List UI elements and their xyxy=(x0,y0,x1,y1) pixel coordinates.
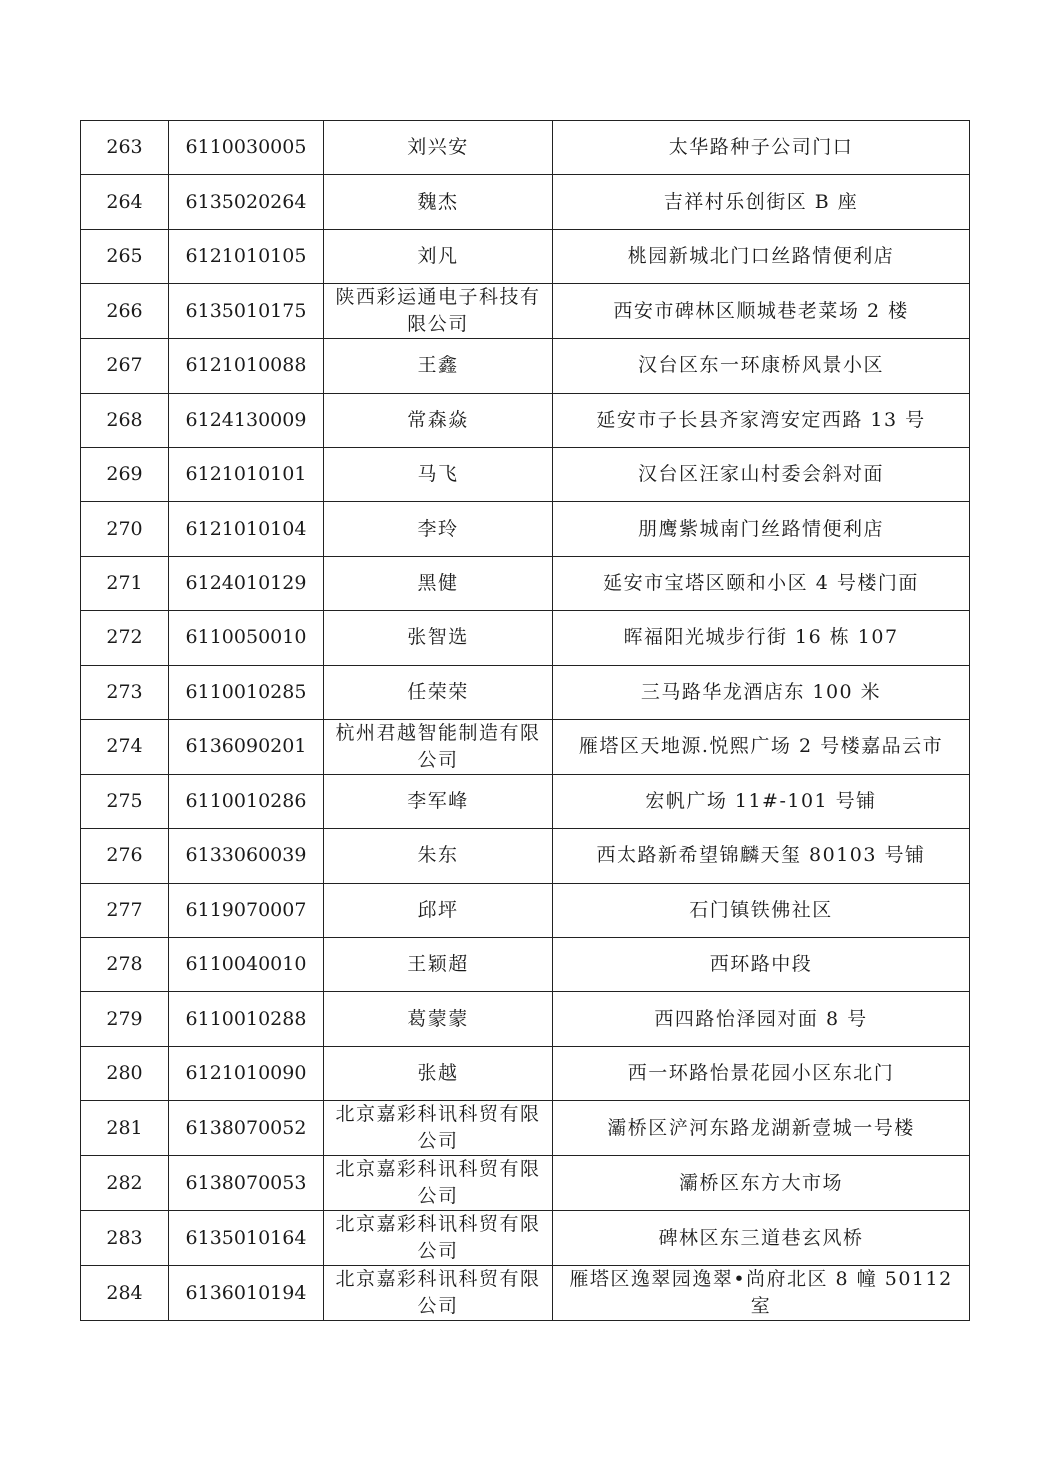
address-cell: 汉台区东一环康桥风景小区 xyxy=(553,339,970,393)
row-number-cell: 265 xyxy=(81,229,169,283)
station-code-cell: 6110010286 xyxy=(169,774,324,828)
table-row xyxy=(81,829,970,883)
station-code-cell: 6133060039 xyxy=(169,829,324,883)
table-row xyxy=(81,938,970,992)
table-row xyxy=(81,556,970,610)
station-code-cell: 6110010285 xyxy=(169,665,324,719)
table-row xyxy=(81,502,970,556)
row-number-cell: 278 xyxy=(81,938,169,992)
owner-name-cell: 魏杰 xyxy=(324,175,553,229)
station-code-cell: 6135020264 xyxy=(169,175,324,229)
address-cell: 西环路中段 xyxy=(553,938,970,992)
document-page xyxy=(80,120,969,1321)
table-row xyxy=(81,1156,970,1211)
address-cell: 汉台区汪家山村委会斜对面 xyxy=(553,447,970,501)
owner-name-cell: 北京嘉彩科讯科贸有限公司 xyxy=(324,1211,553,1266)
table-row xyxy=(81,883,970,937)
owner-name-cell: 北京嘉彩科讯科贸有限公司 xyxy=(324,1156,553,1211)
row-number-cell: 274 xyxy=(81,719,169,774)
station-code-cell: 6136090201 xyxy=(169,719,324,774)
station-code-cell: 6121010088 xyxy=(169,339,324,393)
station-code-cell: 6119070007 xyxy=(169,883,324,937)
owner-name-cell: 王颖超 xyxy=(324,938,553,992)
address-cell: 西太路新希望锦麟天玺 80103 号铺 xyxy=(553,829,970,883)
address-cell: 西安市碑林区顺城巷老菜场 2 楼 xyxy=(553,284,970,339)
owner-name-cell: 杭州君越智能制造有限公司 xyxy=(324,719,553,774)
address-cell: 碑林区东三道巷玄风桥 xyxy=(553,1211,970,1266)
address-cell: 朋鹰紫城南门丝路情便利店 xyxy=(553,502,970,556)
address-cell: 灞桥区浐河东路龙湖新壹城一号楼 xyxy=(553,1101,970,1156)
row-number-cell: 276 xyxy=(81,829,169,883)
station-code-cell: 6121010104 xyxy=(169,502,324,556)
row-number-cell: 277 xyxy=(81,883,169,937)
station-code-cell: 6110030005 xyxy=(169,121,324,175)
table-row xyxy=(81,229,970,283)
row-number-cell: 284 xyxy=(81,1266,169,1321)
owner-name-cell: 任荣荣 xyxy=(324,665,553,719)
row-number-cell: 266 xyxy=(81,284,169,339)
station-code-cell: 6124130009 xyxy=(169,393,324,447)
table-row xyxy=(81,719,970,774)
station-code-cell: 6110040010 xyxy=(169,938,324,992)
address-cell: 宏帆广场 11#-101 号铺 xyxy=(553,774,970,828)
station-code-cell: 6110050010 xyxy=(169,611,324,665)
address-cell: 太华路种子公司门口 xyxy=(553,121,970,175)
owner-name-cell: 朱东 xyxy=(324,829,553,883)
row-number-cell: 267 xyxy=(81,339,169,393)
table-row xyxy=(81,611,970,665)
table-body xyxy=(81,121,970,1321)
address-cell: 灞桥区东方大市场 xyxy=(553,1156,970,1211)
table-row xyxy=(81,447,970,501)
table-row xyxy=(81,774,970,828)
owner-name-cell: 李玲 xyxy=(324,502,553,556)
address-cell: 西一环路怡景花园小区东北门 xyxy=(553,1046,970,1100)
owner-name-cell: 张越 xyxy=(324,1046,553,1100)
row-number-cell: 275 xyxy=(81,774,169,828)
address-cell: 晖福阳光城步行街 16 栋 107 xyxy=(553,611,970,665)
row-number-cell: 279 xyxy=(81,992,169,1046)
owner-name-cell: 邱坪 xyxy=(324,883,553,937)
owner-name-cell: 北京嘉彩科讯科贸有限公司 xyxy=(324,1101,553,1156)
station-code-cell: 6110010288 xyxy=(169,992,324,1046)
row-number-cell: 270 xyxy=(81,502,169,556)
table-row xyxy=(81,175,970,229)
table-row xyxy=(81,1101,970,1156)
owner-name-cell: 李军峰 xyxy=(324,774,553,828)
station-code-cell: 6121010101 xyxy=(169,447,324,501)
row-number-cell: 264 xyxy=(81,175,169,229)
station-code-cell: 6121010090 xyxy=(169,1046,324,1100)
table-row xyxy=(81,665,970,719)
owner-name-cell: 黑健 xyxy=(324,556,553,610)
row-number-cell: 281 xyxy=(81,1101,169,1156)
table-row xyxy=(81,992,970,1046)
table-row xyxy=(81,1046,970,1100)
address-cell: 延安市宝塔区颐和小区 4 号楼门面 xyxy=(553,556,970,610)
owner-name-cell: 张智选 xyxy=(324,611,553,665)
owner-name-cell: 北京嘉彩科讯科贸有限公司 xyxy=(324,1266,553,1321)
row-number-cell: 263 xyxy=(81,121,169,175)
owner-name-cell: 葛蒙蒙 xyxy=(324,992,553,1046)
row-number-cell: 282 xyxy=(81,1156,169,1211)
row-number-cell: 280 xyxy=(81,1046,169,1100)
owner-name-cell: 王鑫 xyxy=(324,339,553,393)
address-cell: 桃园新城北门口丝路情便利店 xyxy=(553,229,970,283)
table-row xyxy=(81,393,970,447)
station-code-cell: 6124010129 xyxy=(169,556,324,610)
address-cell: 西四路怡泽园对面 8 号 xyxy=(553,992,970,1046)
table-row xyxy=(81,339,970,393)
row-number-cell: 269 xyxy=(81,447,169,501)
owner-name-cell: 刘凡 xyxy=(324,229,553,283)
station-code-cell: 6136010194 xyxy=(169,1266,324,1321)
table-row xyxy=(81,1266,970,1321)
station-table xyxy=(80,120,970,1321)
address-cell: 三马路华龙酒店东 100 米 xyxy=(553,665,970,719)
row-number-cell: 283 xyxy=(81,1211,169,1266)
station-code-cell: 6135010164 xyxy=(169,1211,324,1266)
table-row xyxy=(81,284,970,339)
address-cell: 石门镇铁佛社区 xyxy=(553,883,970,937)
owner-name-cell: 常森焱 xyxy=(324,393,553,447)
station-code-cell: 6138070052 xyxy=(169,1101,324,1156)
owner-name-cell: 刘兴安 xyxy=(324,121,553,175)
station-code-cell: 6121010105 xyxy=(169,229,324,283)
address-cell: 延安市子长县齐家湾安定西路 13 号 xyxy=(553,393,970,447)
station-code-cell: 6135010175 xyxy=(169,284,324,339)
row-number-cell: 272 xyxy=(81,611,169,665)
station-code-cell: 6138070053 xyxy=(169,1156,324,1211)
address-cell: 吉祥村乐创街区 B 座 xyxy=(553,175,970,229)
address-cell: 雁塔区天地源.悦熙广场 2 号楼嘉品云市 xyxy=(553,719,970,774)
owner-name-cell: 陕西彩运通电子科技有限公司 xyxy=(324,284,553,339)
owner-name-cell: 马飞 xyxy=(324,447,553,501)
row-number-cell: 271 xyxy=(81,556,169,610)
address-cell: 雁塔区逸翠园逸翠•尚府北区 8 幢 50112 室 xyxy=(553,1266,970,1321)
row-number-cell: 273 xyxy=(81,665,169,719)
table-row xyxy=(81,121,970,175)
table-row xyxy=(81,1211,970,1266)
row-number-cell: 268 xyxy=(81,393,169,447)
